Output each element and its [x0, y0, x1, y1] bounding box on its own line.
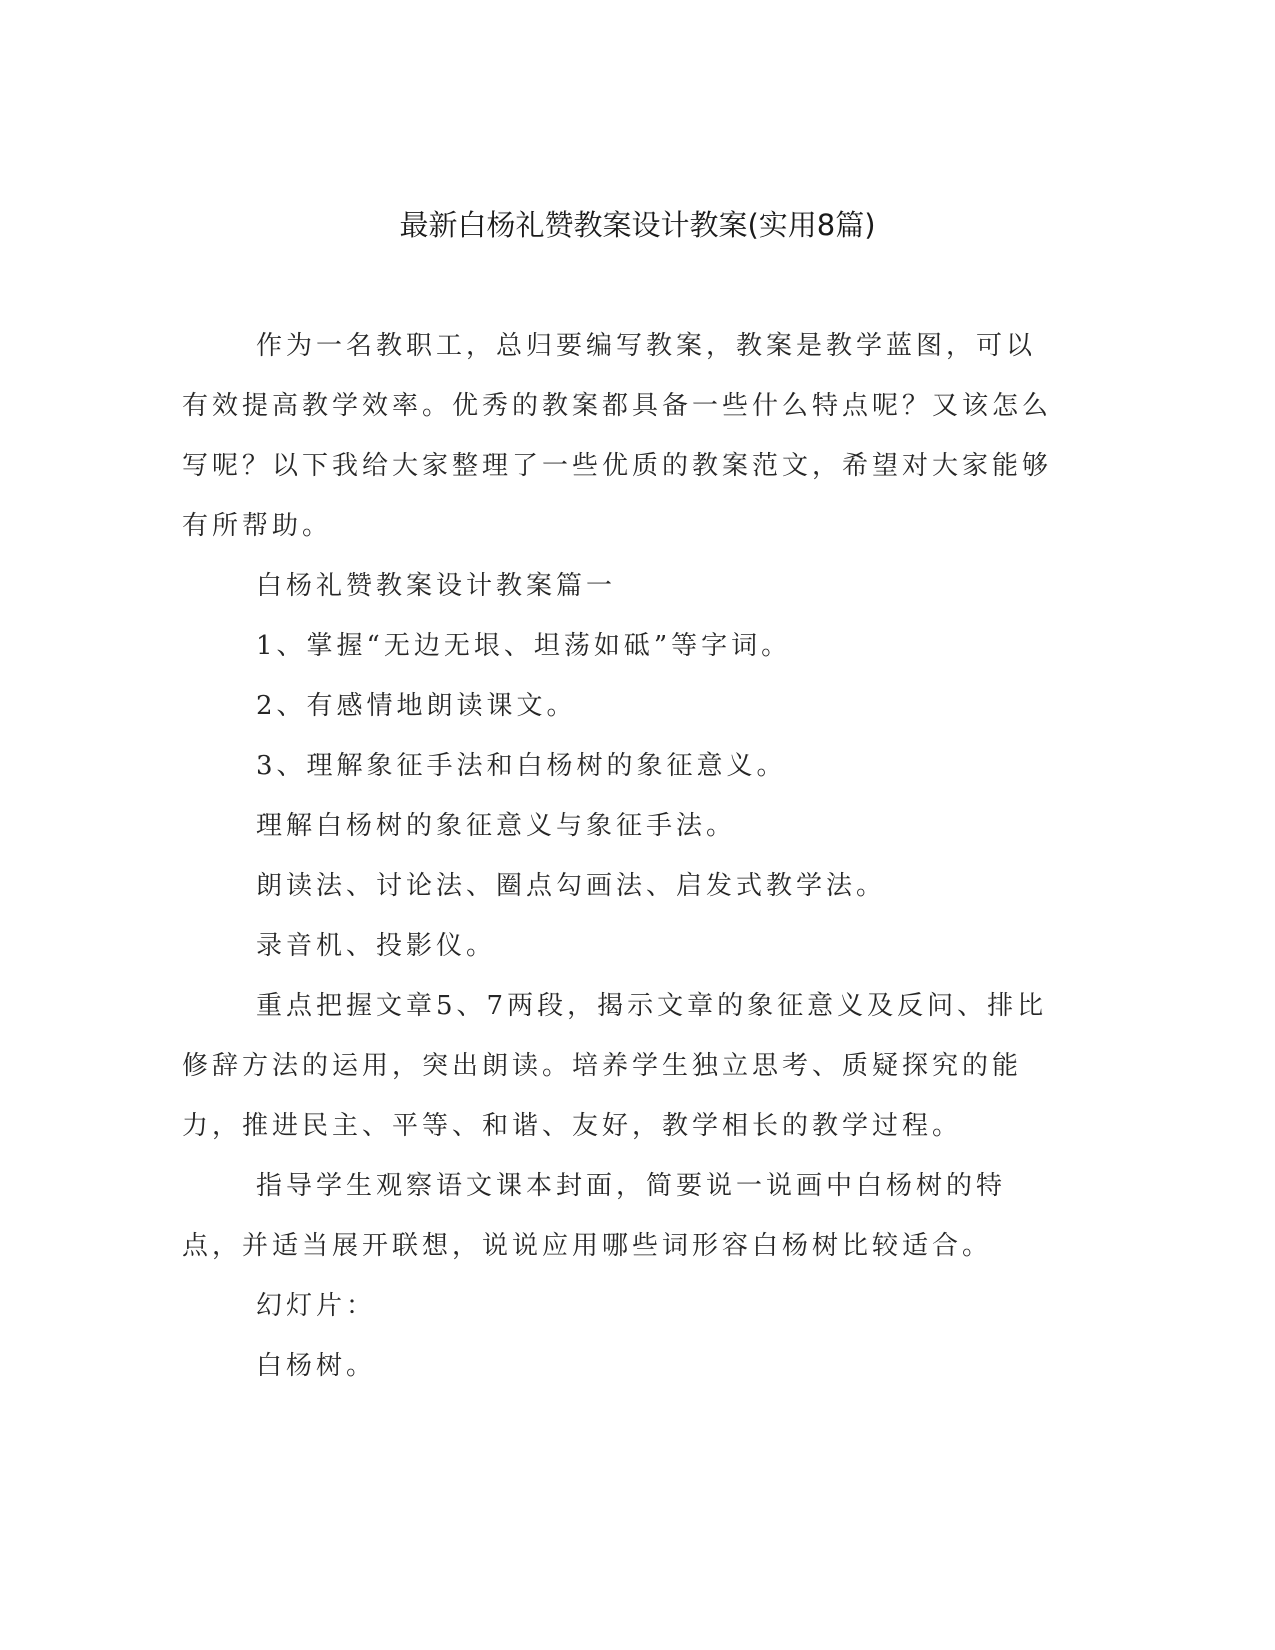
- slide-label: 幻灯片：: [256, 1291, 377, 1321]
- objective-item-3: 3、理解象征手法和白杨树的象征意义。: [256, 751, 787, 781]
- intro-paragraph: 作为一名教职工，总归要编写教案，教案是教学蓝图，可以有效提高教学效率。优秀的教案都具备一些什么特点呢？又该怎么写呢？以下我给大家整理了一些优质的教案范文，希望对大家能够有所帮助。: [182, 331, 1053, 541]
- slide-content: 白杨树。: [256, 1351, 377, 1381]
- document-title: 最新白杨礼赞教案设计教案(实用8篇): [399, 208, 876, 242]
- objective-item-1: 1、掌握“无边无垠、坦荡如砥”等字词。: [256, 631, 792, 661]
- focus-paragraph: 重点把握文章5、7两段，揭示文章的象征意义及反问、排比修辞方法的运用，突出朗读。培养学生独立思考、质疑探究的能力，推进民主、平等、和谐、友好，教学相长的教学过程。: [182, 991, 1048, 1141]
- section-heading: 白杨礼赞教案设计教案篇一: [256, 571, 617, 601]
- guidance-paragraph: 指导学生观察语文课本封面，简要说一说画中白杨树的特点，并适当展开联想，说说应用哪些词形容白杨树比较适合。: [182, 1171, 1007, 1261]
- tools-paragraph: 录音机、投影仪。: [256, 931, 497, 961]
- methods-paragraph: 朗读法、讨论法、圈点勾画法、启发式教学法。: [256, 871, 887, 901]
- document-body: [182, 316, 1052, 1396]
- key-point-paragraph: 理解白杨树的象征意义与象征手法。: [256, 811, 737, 841]
- objective-item-2: 2、有感情地朗读课文。: [256, 691, 577, 721]
